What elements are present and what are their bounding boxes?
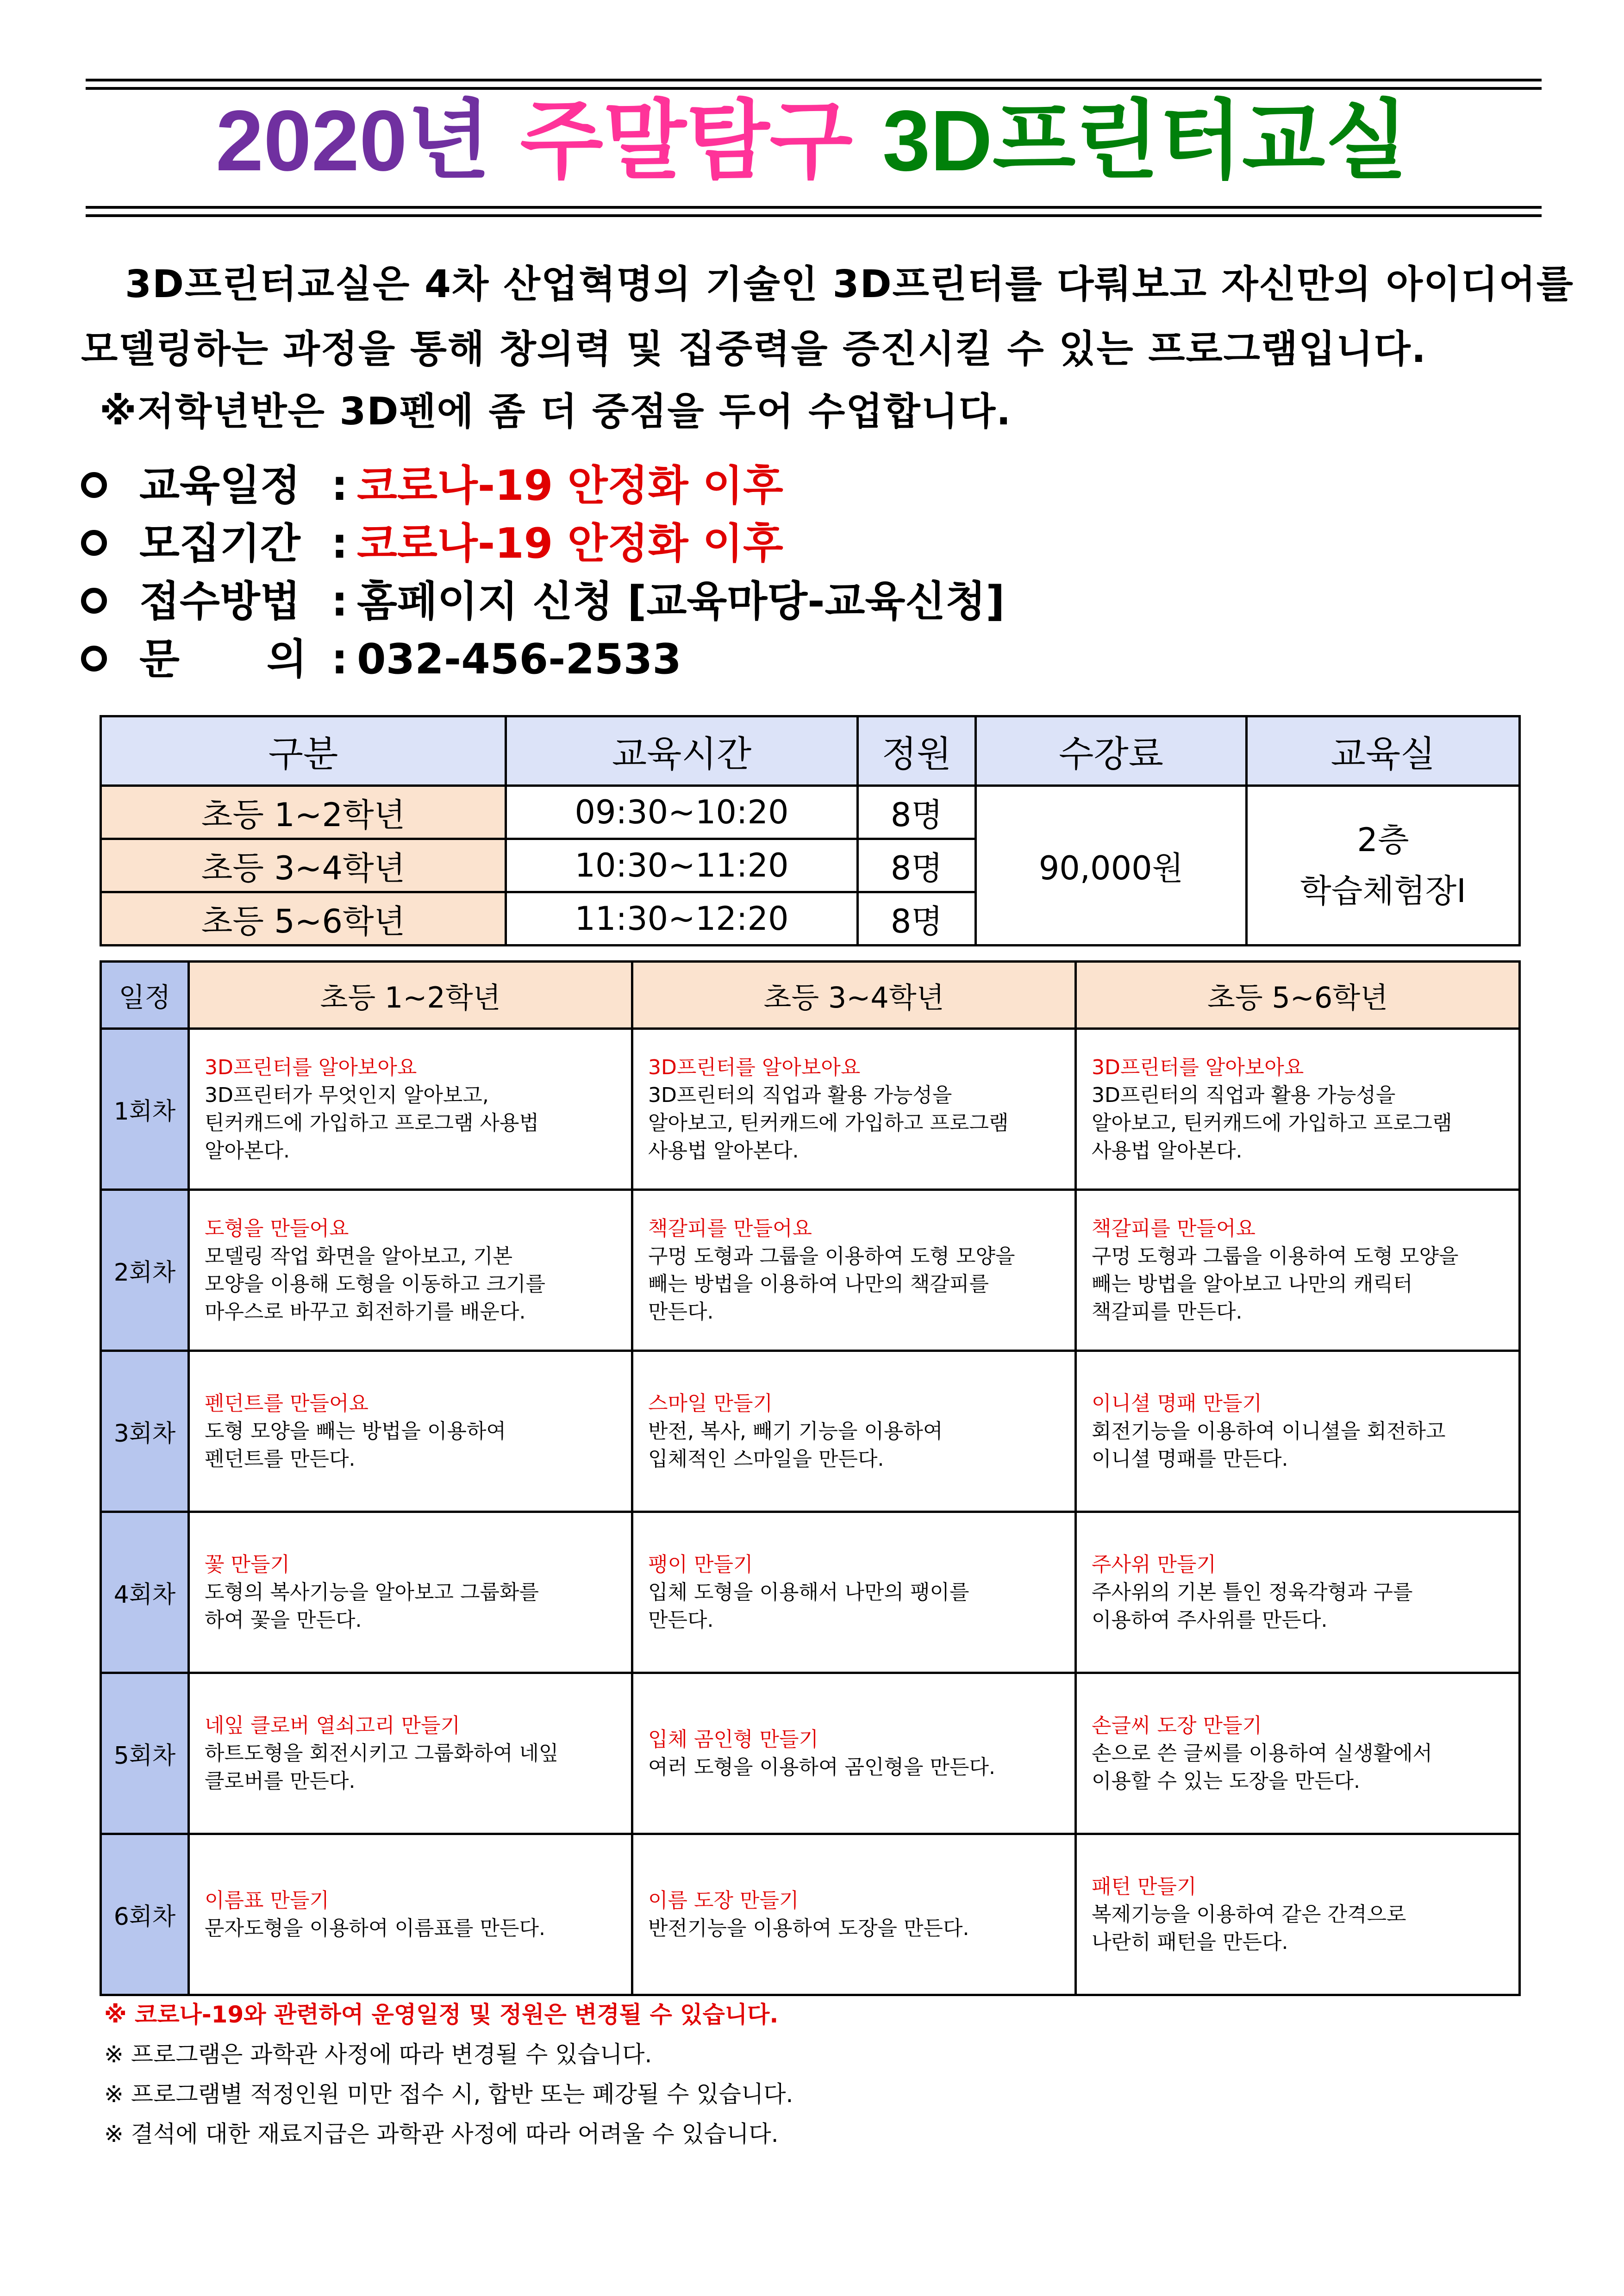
- lesson-title: 책갈피를 만들어요: [648, 1216, 812, 1240]
- intro-line-1: 3D프린터교실은 4차 산업혁명의 기술인 3D프린터를 다뤄보고 자신만의 아이디어를: [125, 262, 1574, 306]
- info-value: 홈페이지 신청 [교육마당-교육신청]: [357, 577, 1005, 626]
- info-value: 코로나-19 안정화 이후: [357, 519, 783, 568]
- lesson-desc: 반전, 복사, 빼기 기능을 이용하여 입체적인 스마일을 만든다.: [648, 1419, 943, 1471]
- note-program-change: ※ 프로그램은 과학관 사정에 따라 변경될 수 있습니다.: [104, 2041, 652, 2068]
- lesson-desc: 구멍 도형과 그룹을 이용하여 도형 모양을 빼는 방법을 이용하여 나만의 책갈피를 만든다.: [648, 1244, 1015, 1324]
- info-label: 교육일정: [139, 461, 300, 510]
- lesson-title: 꽃 만들기: [205, 1552, 290, 1576]
- lesson-desc: 하트도형을 회전시키고 그룹화하여 네잎 클로버를 만든다.: [205, 1741, 559, 1793]
- curriculum-table: [100, 960, 1521, 1996]
- info-label: 접수방법: [139, 577, 300, 626]
- day-cell: 4회차: [101, 1512, 189, 1673]
- title-rule-1: [86, 206, 1542, 209]
- lesson-title: 3D프린터를 알아보아요: [1092, 1055, 1304, 1079]
- grade-cell: 초등 3~4학년: [101, 839, 506, 892]
- title-weekend: 주말탐구: [520, 93, 853, 189]
- table-row: [101, 1029, 1520, 1190]
- day-cell: 6회차: [101, 1834, 189, 1995]
- circle-bullet-icon: [81, 646, 107, 672]
- lesson-title: 도형을 만들어요: [205, 1216, 349, 1240]
- lesson-cell: [1076, 1834, 1520, 1995]
- fee-cell: 90,000원: [976, 786, 1247, 946]
- info-separator: :: [331, 461, 348, 510]
- lesson-desc: 3D프린터의 직업과 활용 가능성을 알아보고, 틴커캐드에 가입하고 프로그램 사용법 알아본다.: [648, 1083, 1009, 1163]
- circle-bullet-icon: [81, 472, 107, 498]
- info-label: 모집기간: [139, 519, 300, 568]
- intro-line-3: ※저학년반은 3D펜에 좀 더 중점을 두어 수업합니다.: [100, 390, 1012, 434]
- day-cell: 5회차: [101, 1673, 189, 1834]
- lesson-desc: 구멍 도형과 그룹을 이용하여 도형 모양을 빼는 방법을 알아보고 나만의 캐릭터 책갈피를 만든다.: [1092, 1244, 1459, 1324]
- lesson-desc: 반전기능을 이용하여 도장을 만든다.: [648, 1916, 969, 1940]
- lesson-desc: 3D프린터의 직업과 활용 가능성을 알아보고, 틴커캐드에 가입하고 프로그램 사용법 알아본다.: [1092, 1083, 1452, 1163]
- lesson-cell: [632, 1029, 1076, 1190]
- info-row-contact: [81, 625, 681, 694]
- lesson-desc: 입체 도형을 이용해서 나만의 팽이를 만든다.: [648, 1580, 969, 1632]
- lesson-cell: [189, 1673, 632, 1834]
- lesson-cell: [1076, 1673, 1520, 1834]
- lesson-desc: 복제기능을 이용하여 같은 간격으로 나란히 패턴을 만든다.: [1092, 1902, 1406, 1954]
- title-rule-2: [86, 214, 1542, 217]
- time-cell: 11:30~12:20: [506, 892, 858, 946]
- lesson-cell: [632, 1190, 1076, 1351]
- lesson-cell: [1076, 1351, 1520, 1512]
- lesson-title: 입체 곰인형 만들기: [648, 1727, 819, 1751]
- note-min-enrollment: ※ 프로그램별 적정인원 미만 접수 시, 합반 또는 폐강될 수 있습니다.: [104, 2081, 793, 2108]
- header-cell: 교육실: [1247, 716, 1520, 786]
- lesson-desc: 문자도형을 이용하여 이름표를 만든다.: [205, 1916, 546, 1940]
- lesson-desc: 손으로 쓴 글씨를 이용하여 실생활에서 이용할 수 있는 도장을 만든다.: [1092, 1741, 1433, 1793]
- capacity-cell: 8명: [858, 892, 976, 946]
- lesson-title: 이니셜 명패 만들기: [1092, 1391, 1262, 1415]
- lesson-desc: 여러 도형을 이용하여 곰인형을 만든다.: [648, 1755, 995, 1779]
- lesson-title: 이름표 만들기: [205, 1888, 330, 1912]
- lesson-title: 네잎 클로버 열쇠고리 만들기: [205, 1713, 461, 1737]
- grade-cell: 초등 1~2학년: [101, 786, 506, 839]
- title-class: 3D프린터교실: [882, 93, 1409, 189]
- intro-line-2: 모델링하는 과정을 통해 창의력 및 집중력을 증진시킬 수 있는 프로그램입니다.: [81, 327, 1427, 371]
- table-row: [101, 1834, 1520, 1995]
- header-cell: 일정: [101, 962, 189, 1029]
- day-cell: 3회차: [101, 1351, 189, 1512]
- grade-cell: 초등 5~6학년: [101, 892, 506, 946]
- lesson-cell: [632, 1834, 1076, 1995]
- lesson-title: 주사위 만들기: [1092, 1552, 1217, 1576]
- note-covid: ※ 코로나-19와 관련하여 운영일정 및 정원은 변경될 수 있습니다.: [104, 2001, 779, 2028]
- lesson-title: 이름 도장 만들기: [648, 1888, 799, 1912]
- note-absence: ※ 결석에 대한 재료지급은 과학관 사정에 따라 어려울 수 있습니다.: [104, 2121, 779, 2147]
- lesson-title: 3D프린터를 알아보아요: [205, 1055, 417, 1079]
- table-row: [101, 1512, 1520, 1673]
- lesson-title: 팽이 만들기: [648, 1552, 753, 1576]
- lesson-desc: 회전기능을 이용하여 이니셜을 회전하고 이니셜 명패를 만든다.: [1092, 1419, 1446, 1471]
- lesson-cell: [189, 1512, 632, 1673]
- room-floor: 2층: [1357, 821, 1409, 859]
- lesson-desc: 주사위의 기본 틀인 정육각형과 구를 이용하여 주사위를 만든다.: [1092, 1580, 1413, 1632]
- capacity-cell: 8명: [858, 839, 976, 892]
- room-cell: [1247, 786, 1520, 946]
- day-cell: 1회차: [101, 1029, 189, 1190]
- lesson-title: 스마일 만들기: [648, 1391, 773, 1415]
- lesson-desc: 도형의 복사기능을 알아보고 그룹화를 하여 꽃을 만든다.: [205, 1580, 539, 1632]
- lesson-cell: [1076, 1512, 1520, 1673]
- lesson-desc: 모델링 작업 화면을 알아보고, 기본 모양을 이용해 도형을 이동하고 크기를 마우스로 바꾸고 회전하기를 배운다.: [205, 1244, 546, 1324]
- info-label: 문 의: [139, 635, 307, 684]
- info-value: 코로나-19 안정화 이후: [357, 461, 783, 510]
- room-name: 학습체험장Ⅰ: [1300, 872, 1466, 910]
- lesson-cell: [189, 1351, 632, 1512]
- header-cell: 수강료: [976, 716, 1247, 786]
- schedule-table: [100, 715, 1521, 946]
- lesson-cell: [189, 1834, 632, 1995]
- lesson-cell: [1076, 1190, 1520, 1351]
- lesson-title: 패턴 만들기: [1092, 1874, 1197, 1898]
- day-cell: 2회차: [101, 1190, 189, 1351]
- circle-bullet-icon: [81, 530, 107, 556]
- lesson-title: 책갈피를 만들어요: [1092, 1216, 1256, 1240]
- page-title: [0, 88, 1624, 194]
- header-cell: 초등 3~4학년: [632, 962, 1076, 1029]
- capacity-cell: 8명: [858, 786, 976, 839]
- lesson-cell: [632, 1512, 1076, 1673]
- lesson-cell: [189, 1190, 632, 1351]
- lesson-title: 3D프린터를 알아보아요: [648, 1055, 861, 1079]
- header-cell: 구분: [101, 716, 506, 786]
- header-cell: 초등 1~2학년: [189, 962, 632, 1029]
- title-year: 2020년: [215, 93, 491, 189]
- lesson-cell: [632, 1351, 1076, 1512]
- info-separator: :: [331, 635, 348, 684]
- lesson-cell: [189, 1029, 632, 1190]
- table-row: [101, 1190, 1520, 1351]
- lesson-cell: [1076, 1029, 1520, 1190]
- table-row: [101, 1351, 1520, 1512]
- lesson-title: 손글씨 도장 만들기: [1092, 1713, 1262, 1737]
- time-cell: 10:30~11:20: [506, 839, 858, 892]
- lesson-title: 펜던트를 만들어요: [205, 1391, 369, 1415]
- lesson-desc: 도형 모양을 빼는 방법을 이용하여 펜던트를 만든다.: [205, 1419, 506, 1471]
- circle-bullet-icon: [81, 588, 107, 614]
- time-cell: 09:30~10:20: [506, 786, 858, 839]
- info-separator: :: [331, 577, 348, 626]
- table-row: [101, 1673, 1520, 1834]
- header-cell: 교육시간: [506, 716, 858, 786]
- lesson-desc: 3D프린터가 무엇인지 알아보고, 틴커캐드에 가입하고 프로그램 사용법 알아본다.: [205, 1083, 539, 1163]
- header-cell: 정원: [858, 716, 976, 786]
- top-rule-1: [86, 79, 1542, 81]
- header-cell: 초등 5~6학년: [1076, 962, 1520, 1029]
- info-separator: :: [331, 519, 348, 568]
- info-value: 032-456-2533: [357, 635, 681, 684]
- lesson-cell: [632, 1673, 1076, 1834]
